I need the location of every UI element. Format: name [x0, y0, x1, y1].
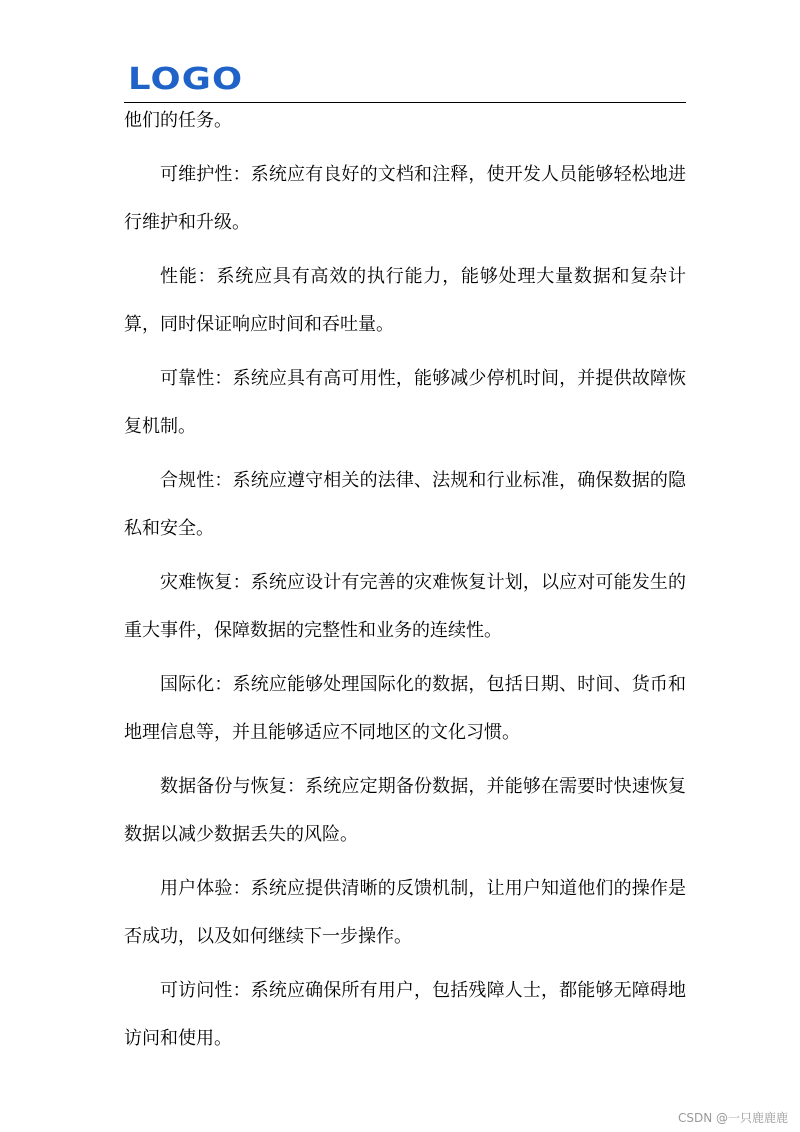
watermark: CSDN @一只鹿鹿鹿: [677, 1111, 788, 1125]
paragraph-compliance: 合规性：系统应遵守相关的法律、法规和行业标准，确保数据的隐私和安全。: [124, 470, 686, 539]
paragraph-accessibility: 可访问性：系统应确保所有用户，包括残障人士，都能够无障碍地访问和使用。: [124, 980, 686, 1049]
paragraph-internationalization: 国际化：系统应能够处理国际化的数据，包括日期、时间、货币和地理信息等，并且能够适应不同地区的文化习惯。: [124, 674, 686, 743]
paragraph-disaster-recovery: 灾难恢复：系统应设计有完善的灾难恢复计划，以应对可能发生的重大事件，保障数据的完整性和业务的连续性。: [124, 572, 686, 641]
paragraph-continuation: 他们的任务。: [124, 110, 232, 131]
document-body: [124, 97, 686, 1069]
paragraph-user-experience: 用户体验：系统应提供清晰的反馈机制，让用户知道他们的操作是否成功，以及如何继续下一步操作。: [124, 878, 686, 947]
paragraph-backup-recovery: 数据备份与恢复：系统应定期备份数据，并能够在需要时快速恢复数据以减少数据丢失的风险。: [124, 776, 686, 845]
paragraph-reliability: 可靠性：系统应具有高可用性，能够减少停机时间，并提供故障恢复机制。: [124, 368, 686, 437]
paragraph-performance: 性能：系统应具有高效的执行能力，能够处理大量数据和复杂计算，同时保证响应时间和吞吐量。: [124, 266, 686, 335]
paragraph-maintainability: 可维护性：系统应有良好的文档和注释，使开发人员能够轻松地进行维护和升级。: [124, 164, 686, 233]
logo: LOGO: [128, 62, 244, 97]
